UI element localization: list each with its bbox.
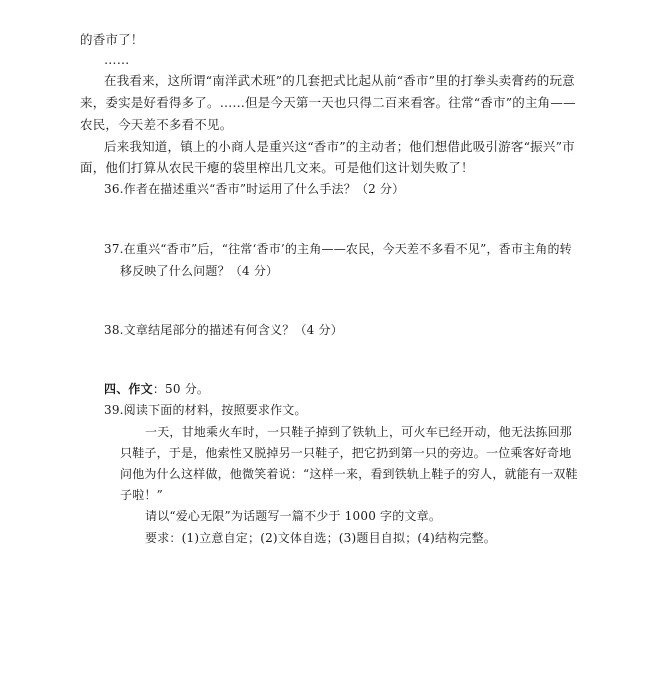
passage-line: 来，委实是好看得多了。……但是今天第一天也只得二百来看客。往常“香市”的主角—— — [80, 95, 576, 110]
passage-line: 农民，今天差不多看不见。 — [80, 117, 233, 132]
section-heading — [104, 381, 209, 397]
passage-line: 的香市了！ — [80, 32, 144, 47]
material-line: 问他为什么这样做，他微笑着说：“这样一来，看到铁轨上鞋子的穷人，就能有一双鞋 — [120, 467, 578, 481]
composition-instruction: 请以“爱心无限”为话题写一篇不少于 1000 字的文章。 — [145, 509, 442, 523]
question-36: 36.作者在描述重兴“香市”时运用了什么手法？（2 分） — [104, 182, 405, 196]
passage-line: 在我看来，这所谓“南洋武术班”的几套把式比起从前“香市”里的打拳头卖膏药的玩意 — [104, 73, 575, 88]
material-line: 子啦！” — [120, 488, 163, 502]
section-heading-score: ：50 分。 — [152, 382, 210, 396]
passage-line: 面，他们打算从农民干瘪的袋里榨出几文来。可是他们这计划失败了！ — [80, 160, 474, 175]
material-line: 只鞋子，于是，他索性又脱掉另一只鞋子，把它扔到第一只的旁边。一位乘客好奇地 — [120, 446, 572, 460]
passage-line: 后来我知道，镇上的小商人是重兴这“香市”的主动者；他们想借此吸引游客“振兴”市 — [104, 139, 575, 154]
composition-requirements: 要求：(1)立意自定；(2)文体自选；(3)题目自拟；(4)结构完整。 — [145, 531, 496, 545]
material-line: 一天，甘地乘火车时，一只鞋子掉到了铁轨上，可火车已经开动，他无法拣回那 — [145, 425, 573, 439]
section-heading-label: 四、作文 — [104, 382, 153, 396]
question-37-line-2: 移反映了什么问题？（4 分） — [120, 264, 279, 278]
question-39: 39.阅读下面的材料，按照要求作文。 — [104, 403, 307, 417]
question-38: 38.文章结尾部分的描述有何含义？（4 分） — [104, 323, 343, 337]
passage-ellipsis: …… — [104, 52, 130, 67]
question-37-line-1: 37.在重兴“香市”后，“往常‘香市’的主角——农民，今天差不多看不见”，香市主角的转 — [104, 242, 572, 256]
